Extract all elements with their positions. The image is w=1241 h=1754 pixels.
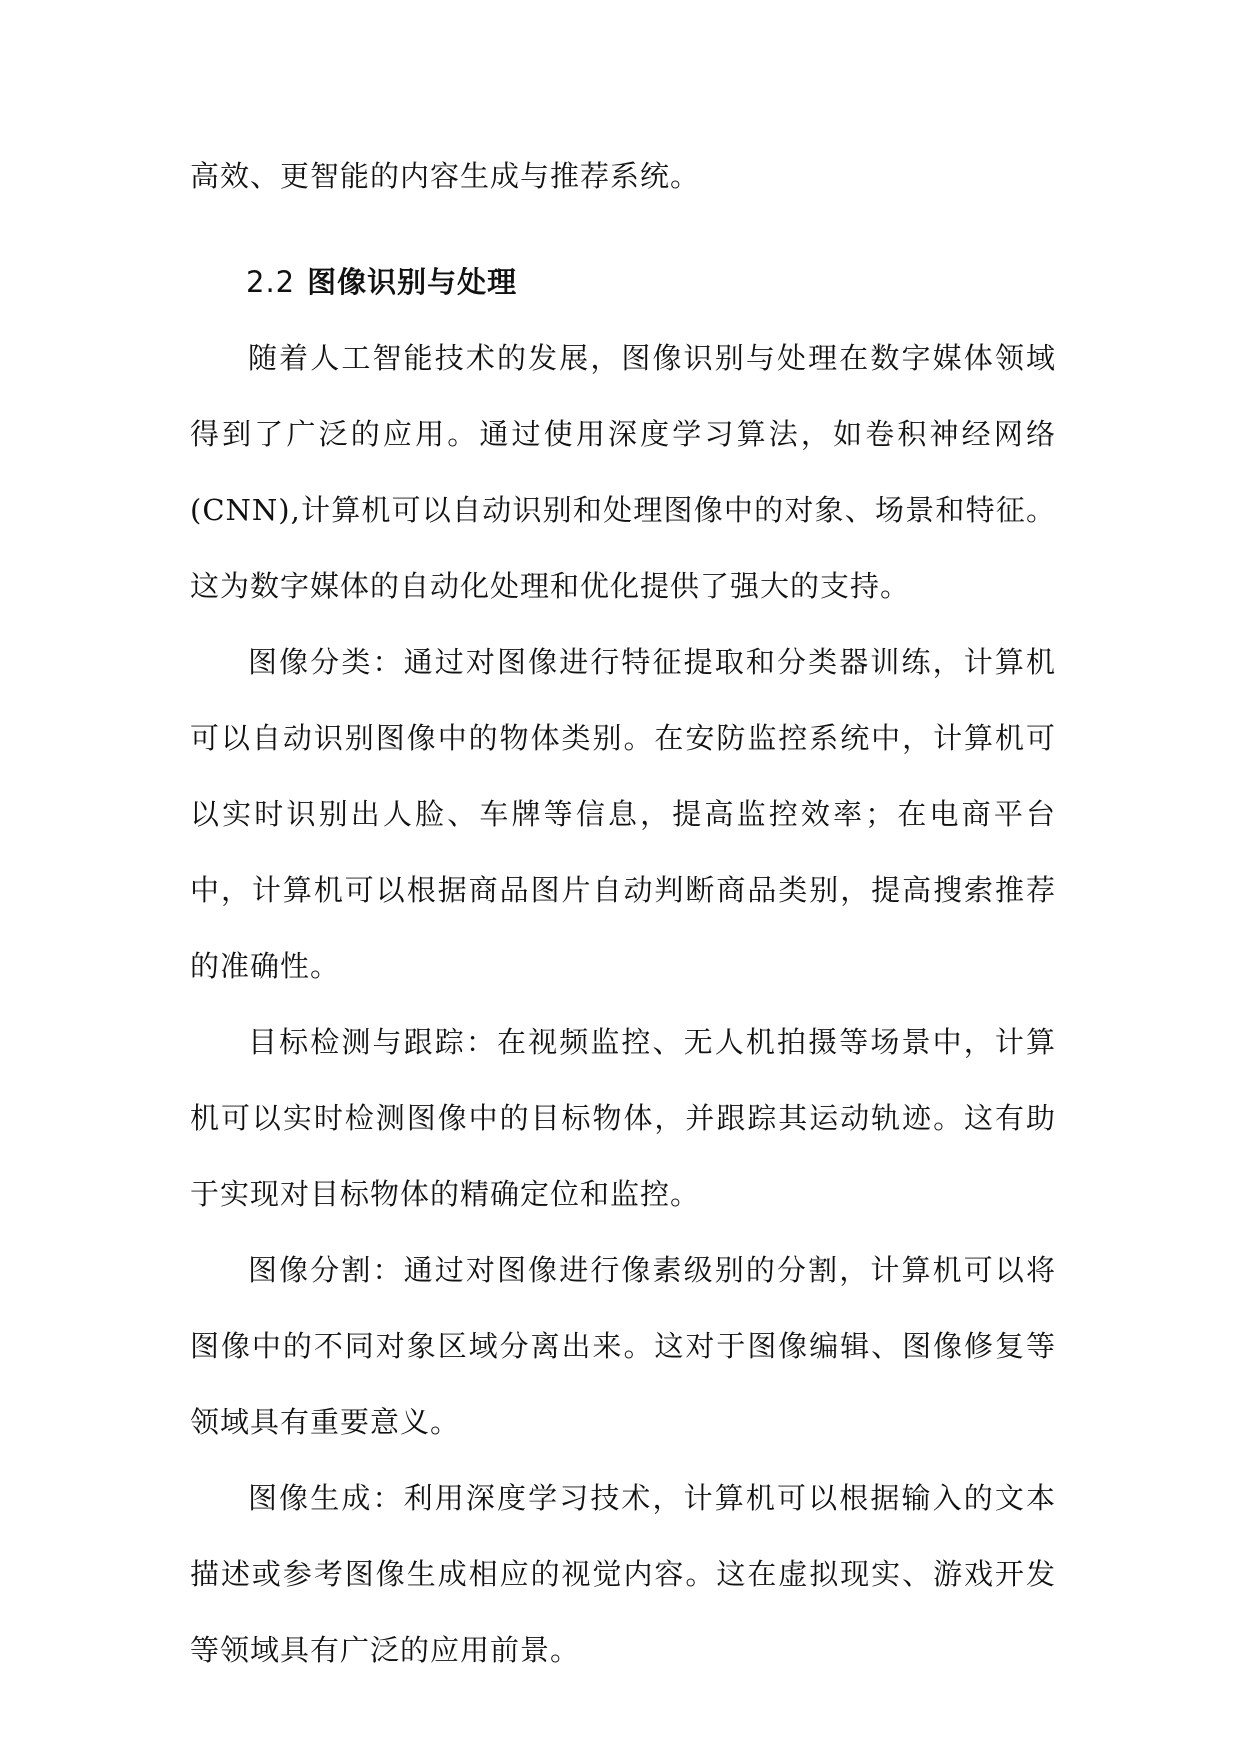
paragraph-image-classification: 图像分类：通过对图像进行特征提取和分类器训练，计算机可以自动识别图像中的物体类别。在安防监控系统中，计算机可以实时识别出人脸、车牌等信息，提高监控效率；在电商平台中，计算机可以根据商品图片自动判断商品类别，提高搜索推荐的准确性。: [190, 645, 1056, 983]
continuation-paragraph: 高效、更智能的内容生成与推荐系统。: [190, 159, 701, 193]
paragraph-image-segmentation: 图像分割：通过对图像进行像素级别的分割，计算机可以将图像中的不同对象区域分离出来。这对于图像编辑、图像修复等领域具有重要意义。: [190, 1253, 1056, 1439]
section-title: 图像识别与处理: [307, 265, 518, 299]
paragraph-object-detection: 目标检测与跟踪：在视频监控、无人机拍摄等场景中，计算机可以实时检测图像中的目标物体，并跟踪其运动轨迹。这有助于实现对目标物体的精确定位和监控。: [190, 1025, 1056, 1211]
document-body: [190, 138, 1056, 1688]
section-number: 2.2: [246, 265, 296, 299]
section-heading: [190, 250, 1056, 314]
paragraph-image-generation: 图像生成：利用深度学习技术，计算机可以根据输入的文本描述或参考图像生成相应的视觉内容。这在虚拟现实、游戏开发等领域具有广泛的应用前景。: [190, 1481, 1056, 1667]
paragraph-intro: 随着人工智能技术的发展，图像识别与处理在数字媒体领域得到了广泛的应用。通过使用深度学习算法，如卷积神经网络(CNN),计算机可以自动识别和处理图像中的对象、场景和特征。这为数字媒体的自动化处理和优化提供了强大的支持。: [190, 341, 1056, 603]
